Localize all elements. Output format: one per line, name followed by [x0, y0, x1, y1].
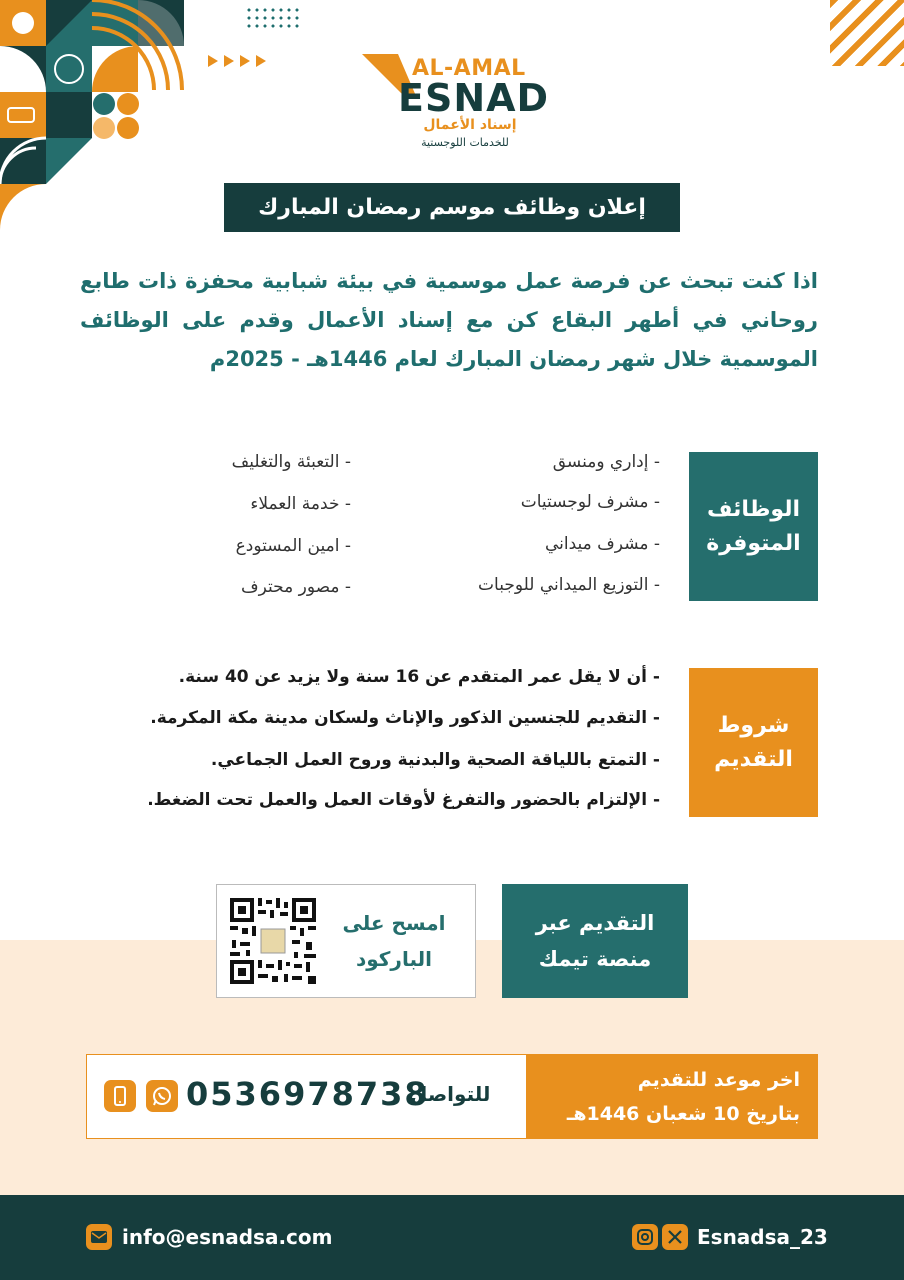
decorative-pattern — [0, 0, 190, 235]
job-item: - إداري ومنسق — [552, 452, 660, 472]
logo-latin-top: AL-AMAL — [412, 56, 526, 81]
conditions-section-label — [689, 668, 818, 817]
contact-label: للتواصل — [410, 1082, 491, 1106]
instagram-icon[interactable] — [632, 1224, 658, 1250]
logo-arabic-sub: للخدمات اللوجستية — [421, 136, 509, 149]
deadline-line2: بتاريخ 10 شعبان 1446هـ — [566, 1102, 800, 1125]
job-item: - مشرف لوجستيات — [520, 492, 660, 512]
email-icon — [86, 1224, 112, 1250]
apply-platform-box — [502, 884, 688, 998]
whatsapp-icon[interactable] — [146, 1080, 178, 1112]
condition-item: - أن لا يقل عمر المتقدم عن 16 سنة ولا يزيد عن 40 سنة. — [178, 667, 660, 687]
job-item: - مشرف ميداني — [545, 534, 660, 554]
condition-item: - التقديم للجنسين الذكور والإناث ولسكان مدينة مكة المكرمة. — [150, 708, 660, 728]
decorative-arrows — [208, 55, 266, 67]
jobs-label-line2: المتوفرة — [706, 530, 801, 556]
decorative-stripes — [830, 0, 904, 66]
phone-number[interactable]: 0536978738 — [186, 1075, 429, 1113]
qr-instructions — [320, 905, 468, 977]
x-twitter-icon[interactable] — [662, 1224, 688, 1250]
intro-paragraph: اذا كنت تبحث عن فرصة عمل موسمية في بيئة شبابية محفزة ذات طابع روحاني في أطهر البقاع كن مع إسناد الأعمال وقدم على الوظائف الموسمية خلال شهر رمضان المبارك لعام 1446هـ - 2025م — [80, 269, 818, 371]
qr-code-icon[interactable] — [228, 896, 318, 986]
qr-line1: امسح على — [342, 911, 446, 935]
conditions-label-line2: التقديم — [714, 746, 793, 772]
page-title: إعلان وظائف موسم رمضان المبارك — [224, 183, 680, 232]
deadline-box — [526, 1054, 818, 1139]
decorative-dots — [245, 6, 303, 30]
footer-handle[interactable]: Esnadsa_23 — [697, 1225, 828, 1249]
job-item: - امين المستودع — [235, 536, 351, 556]
apply-line1: التقديم عبر — [535, 911, 655, 935]
job-item: - خدمة العملاء — [250, 494, 351, 514]
qr-line2: الباركود — [356, 947, 432, 971]
jobs-label-line1: الوظائف — [706, 496, 801, 522]
job-item: - مصور محترف — [241, 577, 351, 597]
jobs-section-label — [689, 452, 818, 601]
conditions-label-line1: شروط — [717, 712, 790, 738]
job-item: - التوزيع الميداني للوجبات — [478, 575, 660, 595]
apply-line2: منصة تيمك — [538, 947, 652, 971]
logo-latin-main: ESNAD — [398, 76, 550, 120]
mobile-phone-icon[interactable] — [104, 1080, 136, 1112]
deadline-line1: اخر موعد للتقديم — [637, 1068, 800, 1091]
footer-email[interactable]: info@esnadsa.com — [122, 1225, 333, 1249]
condition-item: - التمتع باللياقة الصحية والبدنية وروح العمل الجماعي. — [210, 750, 660, 770]
job-item: - التعبئة والتغليف — [231, 452, 351, 472]
logo-arabic-main: إسناد الأعمال — [423, 117, 517, 133]
condition-item: - الإلتزام بالحضور والتفرغ لأوقات العمل والعمل تحت الضغط. — [147, 790, 660, 810]
